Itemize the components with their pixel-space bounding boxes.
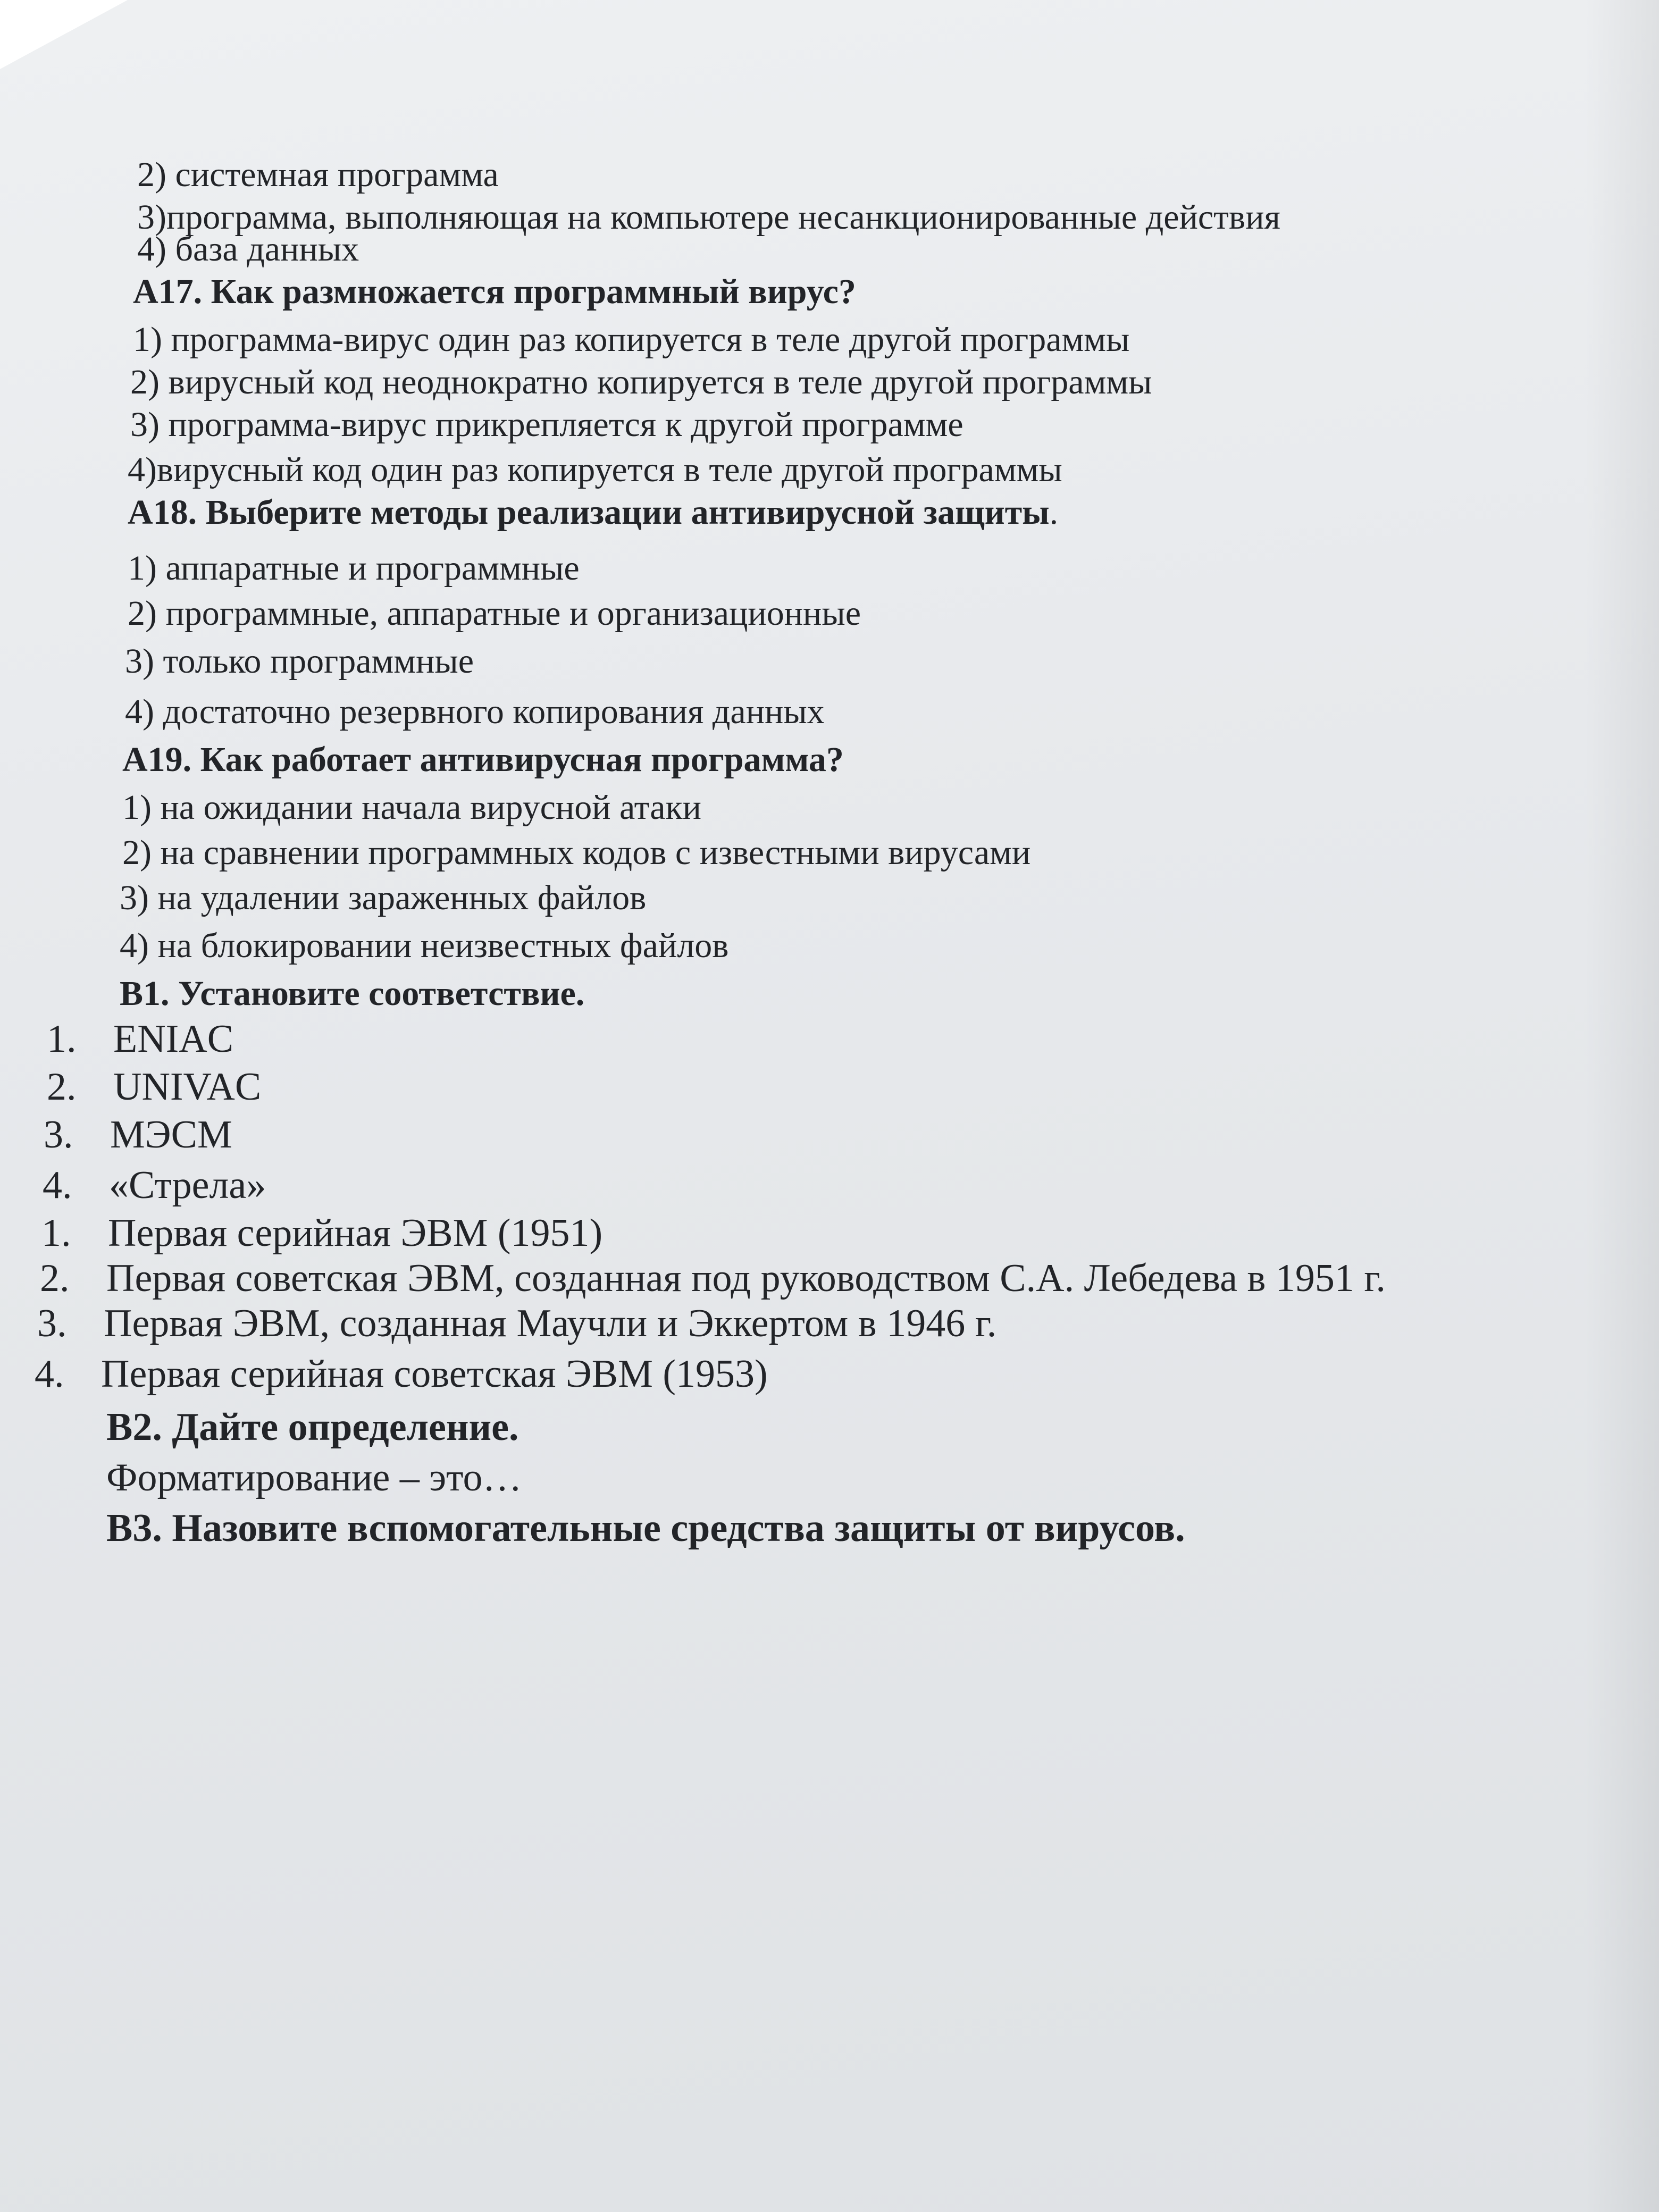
question-title: А19. Как работает антивирусная программа? (122, 740, 844, 779)
question-title: А17. Как размножается программный вирус? (133, 272, 856, 311)
question-title: В2. Дайте определение. (106, 1405, 519, 1449)
list-number: 1. (41, 1211, 71, 1255)
list-text: МЭСМ (110, 1113, 232, 1157)
list-number: 2. (40, 1256, 70, 1300)
list-number: 3. (44, 1113, 73, 1157)
option-line: 2) программные, аппаратные и организационные (128, 594, 861, 633)
option-line: 4)вирусный код один раз копируется в теле другой программы (128, 450, 1062, 489)
list-item (37, 1300, 996, 1347)
list-item (35, 1351, 768, 1397)
list-number: 1. (47, 1017, 77, 1061)
list-number: 3. (37, 1302, 67, 1345)
option-line: 2) вирусный код неоднократно копируется в теле другой программы (130, 363, 1152, 401)
list-text: Первая серийная ЭВМ (1951) (108, 1211, 603, 1255)
question-title: В3. Назовите вспомогательные средства защиты от вирусов. (106, 1506, 1185, 1550)
option-line: 4) база данных (137, 230, 359, 269)
option-line: 2) системная программа (137, 155, 499, 194)
list-text: Первая советская ЭВМ, созданная под руководством С.А. Лебедева в 1951 г. (106, 1256, 1386, 1300)
question-title-tail: . (1049, 493, 1059, 532)
option-line: 2) на сравнении программных кодов с известными вирусами (122, 833, 1031, 872)
list-number: 4. (43, 1163, 72, 1207)
list-text: ENIAC (113, 1017, 234, 1061)
option-line: 3) только программные (125, 642, 474, 681)
list-item (44, 1111, 232, 1158)
question-title: А18. Выберите методы реализации антивирусной защиты (128, 493, 1050, 532)
option-line: 1) на ожидании начала вирусной атаки (122, 788, 701, 827)
option-line: 1) программа-вирус один раз копируется в теле другой программы (133, 320, 1130, 359)
option-line: 3) на удалении зараженных файлов (120, 878, 647, 917)
list-text: UNIVAC (113, 1065, 262, 1109)
list-item (41, 1210, 602, 1256)
option-line: 3) программа-вирус прикрепляется к другой программе (130, 405, 963, 444)
question-title-line (128, 492, 1058, 533)
list-number: 2. (47, 1065, 77, 1109)
list-number: 4. (35, 1352, 64, 1396)
list-item (40, 1255, 1386, 1302)
option-line: 1) аппаратные и программные (128, 549, 580, 588)
list-item (47, 1016, 233, 1062)
definition-prompt: Форматирование – это… (106, 1456, 522, 1499)
question-title: В1. Установите соответствие. (120, 974, 585, 1013)
list-text: Первая ЭВМ, созданная Маучли и Эккертом в 1946 г. (104, 1302, 997, 1345)
list-text: «Стрела» (109, 1163, 266, 1207)
list-text: Первая серийная советская ЭВМ (1953) (101, 1352, 768, 1396)
option-line: 3)программа, выполняющая на компьютере несанкционированные действия (137, 198, 1280, 237)
list-item (47, 1063, 261, 1110)
option-line: 4) на блокировании неизвестных файлов (120, 926, 729, 965)
option-line: 4) достаточно резервного копирования данных (125, 692, 825, 731)
list-item (43, 1162, 266, 1209)
